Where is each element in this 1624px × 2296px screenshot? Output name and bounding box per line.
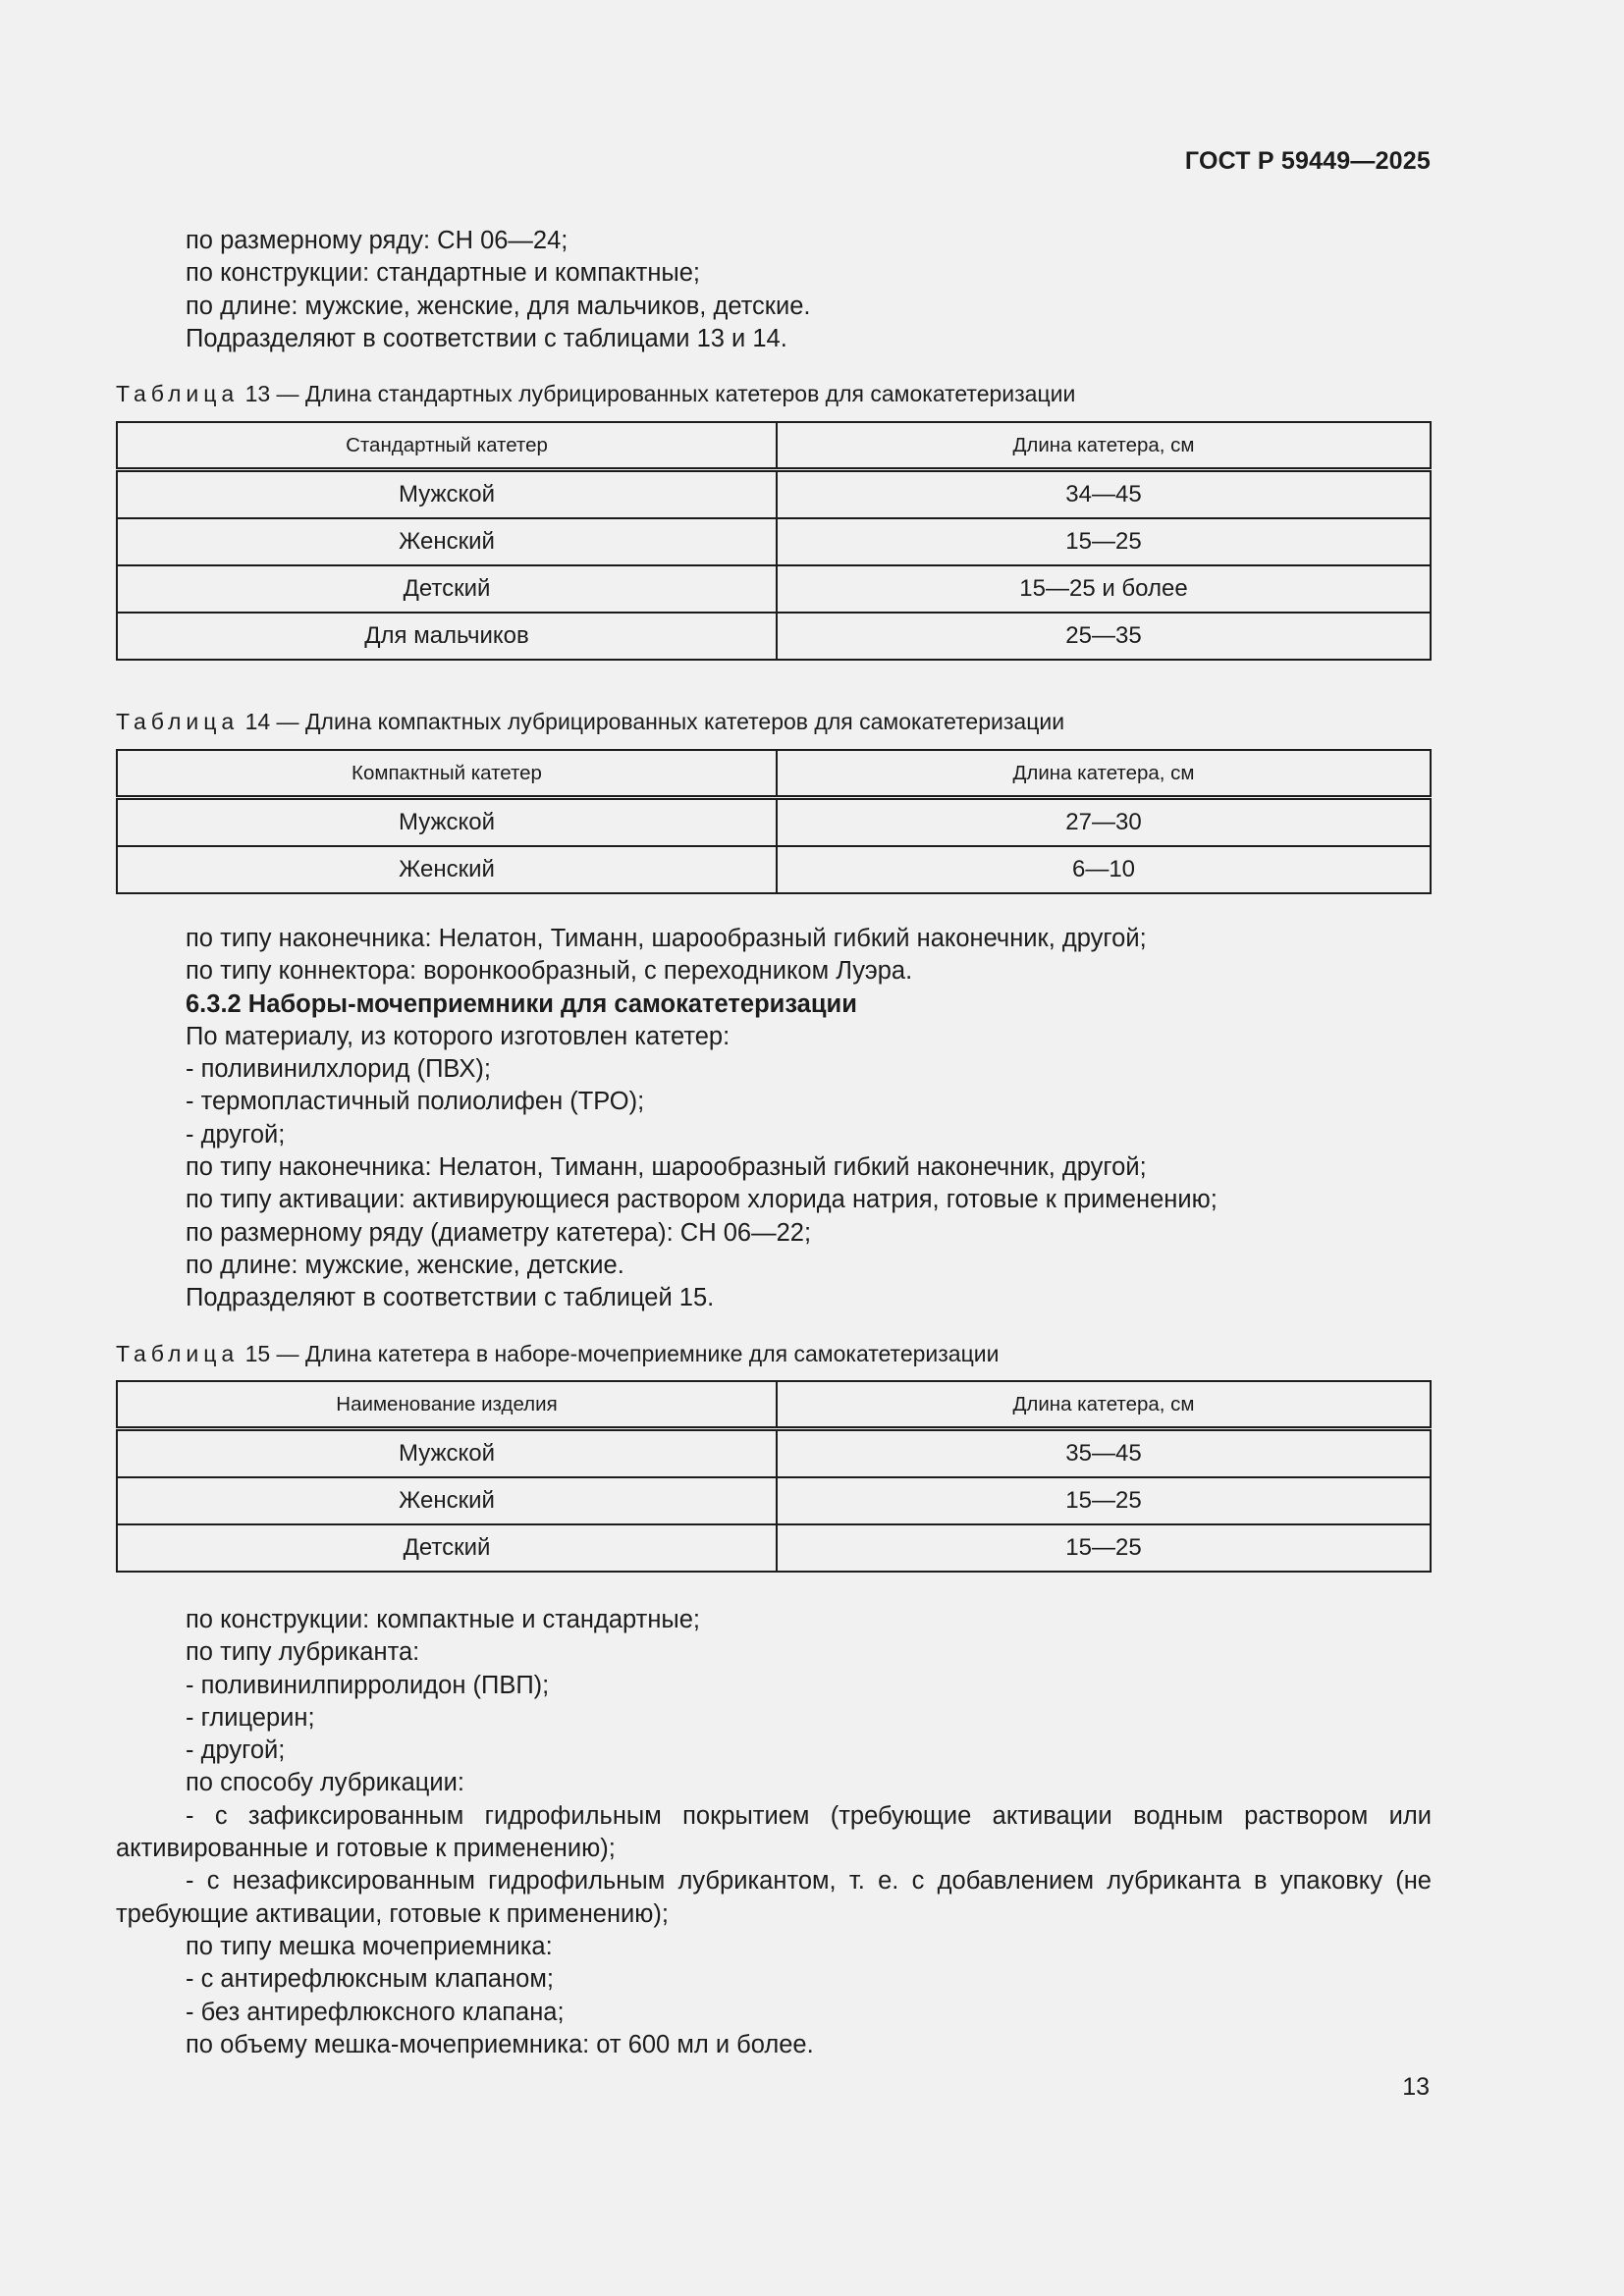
table-row — [117, 798, 1431, 847]
body-line: по длине: мужские, женские, детские. — [186, 1251, 624, 1279]
table-cell: Женский — [117, 846, 777, 893]
body-line: по типу наконечника: Нелатон, Тиманн, шарообразный гибкий наконечник, другой; — [186, 925, 1147, 952]
table-cell: Детский — [117, 1524, 777, 1572]
table-label: Таблица — [116, 1341, 240, 1366]
section-heading: 6.3.2 Наборы-мочеприемники для самокатетеризации — [186, 989, 857, 1018]
table-14 — [116, 749, 1432, 894]
table-row — [117, 565, 1431, 613]
table-header-cell: Стандартный катетер — [117, 422, 777, 470]
body-line: по типу наконечника: Нелатон, Тиманн, шарообразный гибкий наконечник, другой; — [186, 1153, 1147, 1182]
table-14-wrapper — [116, 749, 1432, 894]
table-header-cell: Длина катетера, см — [777, 422, 1431, 470]
table-cell: 35—45 — [777, 1429, 1431, 1478]
table-row — [117, 518, 1431, 565]
final-block — [116, 1604, 1432, 2061]
intro-line: по конструкции: стандартные и компактные; — [186, 259, 700, 288]
body-paragraph: - с зафиксированным гидрофильным покрытием (требующие активации водным раствором или активированные и готовые к применению); — [116, 1801, 1432, 1863]
table-cell: 25—35 — [777, 613, 1431, 660]
body-paragraph: - с незафиксированным гидрофильным лубрикантом, т. е. с добавлением лубриканта в упаковку (не требующие активации, готовые к применению); — [116, 1867, 1432, 1928]
table-cell: Детский — [117, 565, 777, 613]
intro-line: по размерному ряду: СН 06—24; — [186, 227, 568, 254]
table-header-cell: Компактный катетер — [117, 750, 777, 798]
body-line: - термопластичный полиолифен (ТРО); — [186, 1088, 645, 1116]
table-cell: 6—10 — [777, 846, 1431, 893]
table-15-caption — [116, 1339, 1432, 1368]
body-line: по типу активации: активирующиеся раствором хлорида натрия, готовые к применению; — [186, 1186, 1218, 1214]
body-line: - глицерин; — [186, 1703, 315, 1732]
table-row — [117, 1429, 1431, 1478]
table-cell: Мужской — [117, 798, 777, 847]
body-line: по способу лубрикации: — [186, 1769, 464, 1797]
body-line: - без антирефлюксного клапана; — [186, 1998, 565, 2026]
body-line: - другой; — [186, 1120, 286, 1148]
table-15 — [116, 1380, 1432, 1573]
table-row — [117, 1477, 1431, 1524]
table-header-cell: Длина катетера, см — [777, 1381, 1431, 1429]
body-line: по типу коннектора: воронкообразный, с переходником Луэра. — [186, 957, 913, 986]
table-cell: Для мальчиков — [117, 613, 777, 660]
table-13-caption — [116, 379, 1432, 408]
body-line: - другой; — [186, 1736, 286, 1765]
table-cell: 34—45 — [777, 470, 1431, 519]
table-header-cell: Наименование изделия — [117, 1381, 777, 1429]
table-label: Таблица — [116, 709, 240, 734]
middle-block — [116, 923, 1432, 1315]
body-line: по объему мешка-мочеприемника: от 600 мл и более. — [186, 2030, 814, 2058]
table-cell: Женский — [117, 1477, 777, 1524]
document-code: ГОСТ Р 59449—2025 — [1184, 147, 1431, 175]
body-line: по типу лубриканта: — [186, 1638, 420, 1667]
table-caption-text: 14 — Длина компактных лубрицированных катетеров для самокатетеризации — [239, 709, 1065, 734]
body-line: по типу мешка мочеприемника: — [186, 1932, 553, 1960]
table-caption-text: 15 — Длина катетера в наборе-мочеприемнике для самокатетеризации — [239, 1341, 1000, 1366]
intro-line: по длине: мужские, женские, для мальчиков, детские. — [186, 292, 811, 320]
table-cell: Мужской — [117, 470, 777, 519]
body-line: - поливинилхлорид (ПВХ); — [186, 1055, 491, 1084]
table-cell: 15—25 — [777, 518, 1431, 565]
intro-block — [116, 225, 1432, 355]
table-cell: 15—25 и более — [777, 565, 1431, 613]
body-line: по размерному ряду (диаметру катетера): СН 06—22; — [186, 1218, 812, 1247]
body-line: - с антирефлюксным клапаном; — [186, 1965, 554, 1994]
body-line: - поливинилпирролидон (ПВП); — [186, 1671, 550, 1699]
table-caption-text: 13 — Длина стандартных лубрицированных катетеров для самокатетеризации — [239, 381, 1076, 406]
table-13-wrapper — [116, 421, 1432, 661]
table-row — [117, 1524, 1431, 1572]
table-cell: Женский — [117, 518, 777, 565]
table-cell: 15—25 — [777, 1477, 1431, 1524]
table-cell: Мужской — [117, 1429, 777, 1478]
table-cell: 27—30 — [777, 798, 1431, 847]
body-line: по конструкции: компактные и стандартные; — [186, 1606, 700, 1633]
table-cell: 15—25 — [777, 1524, 1431, 1572]
intro-line: Подразделяют в соответствии с таблицами 13 и 14. — [186, 324, 787, 352]
table-label: Таблица — [116, 381, 240, 406]
table-row — [117, 846, 1431, 893]
table-row — [117, 613, 1431, 660]
body-line: По материалу, из которого изготовлен катетер: — [186, 1022, 731, 1050]
table-row — [117, 470, 1431, 519]
table-header-cell: Длина катетера, см — [777, 750, 1431, 798]
page-number: 13 — [1402, 2073, 1430, 2101]
table-13 — [116, 421, 1432, 661]
table-14-caption — [116, 707, 1432, 736]
body-line: Подразделяют в соответствии с таблицей 15. — [186, 1284, 715, 1312]
table-15-wrapper — [116, 1380, 1432, 1573]
